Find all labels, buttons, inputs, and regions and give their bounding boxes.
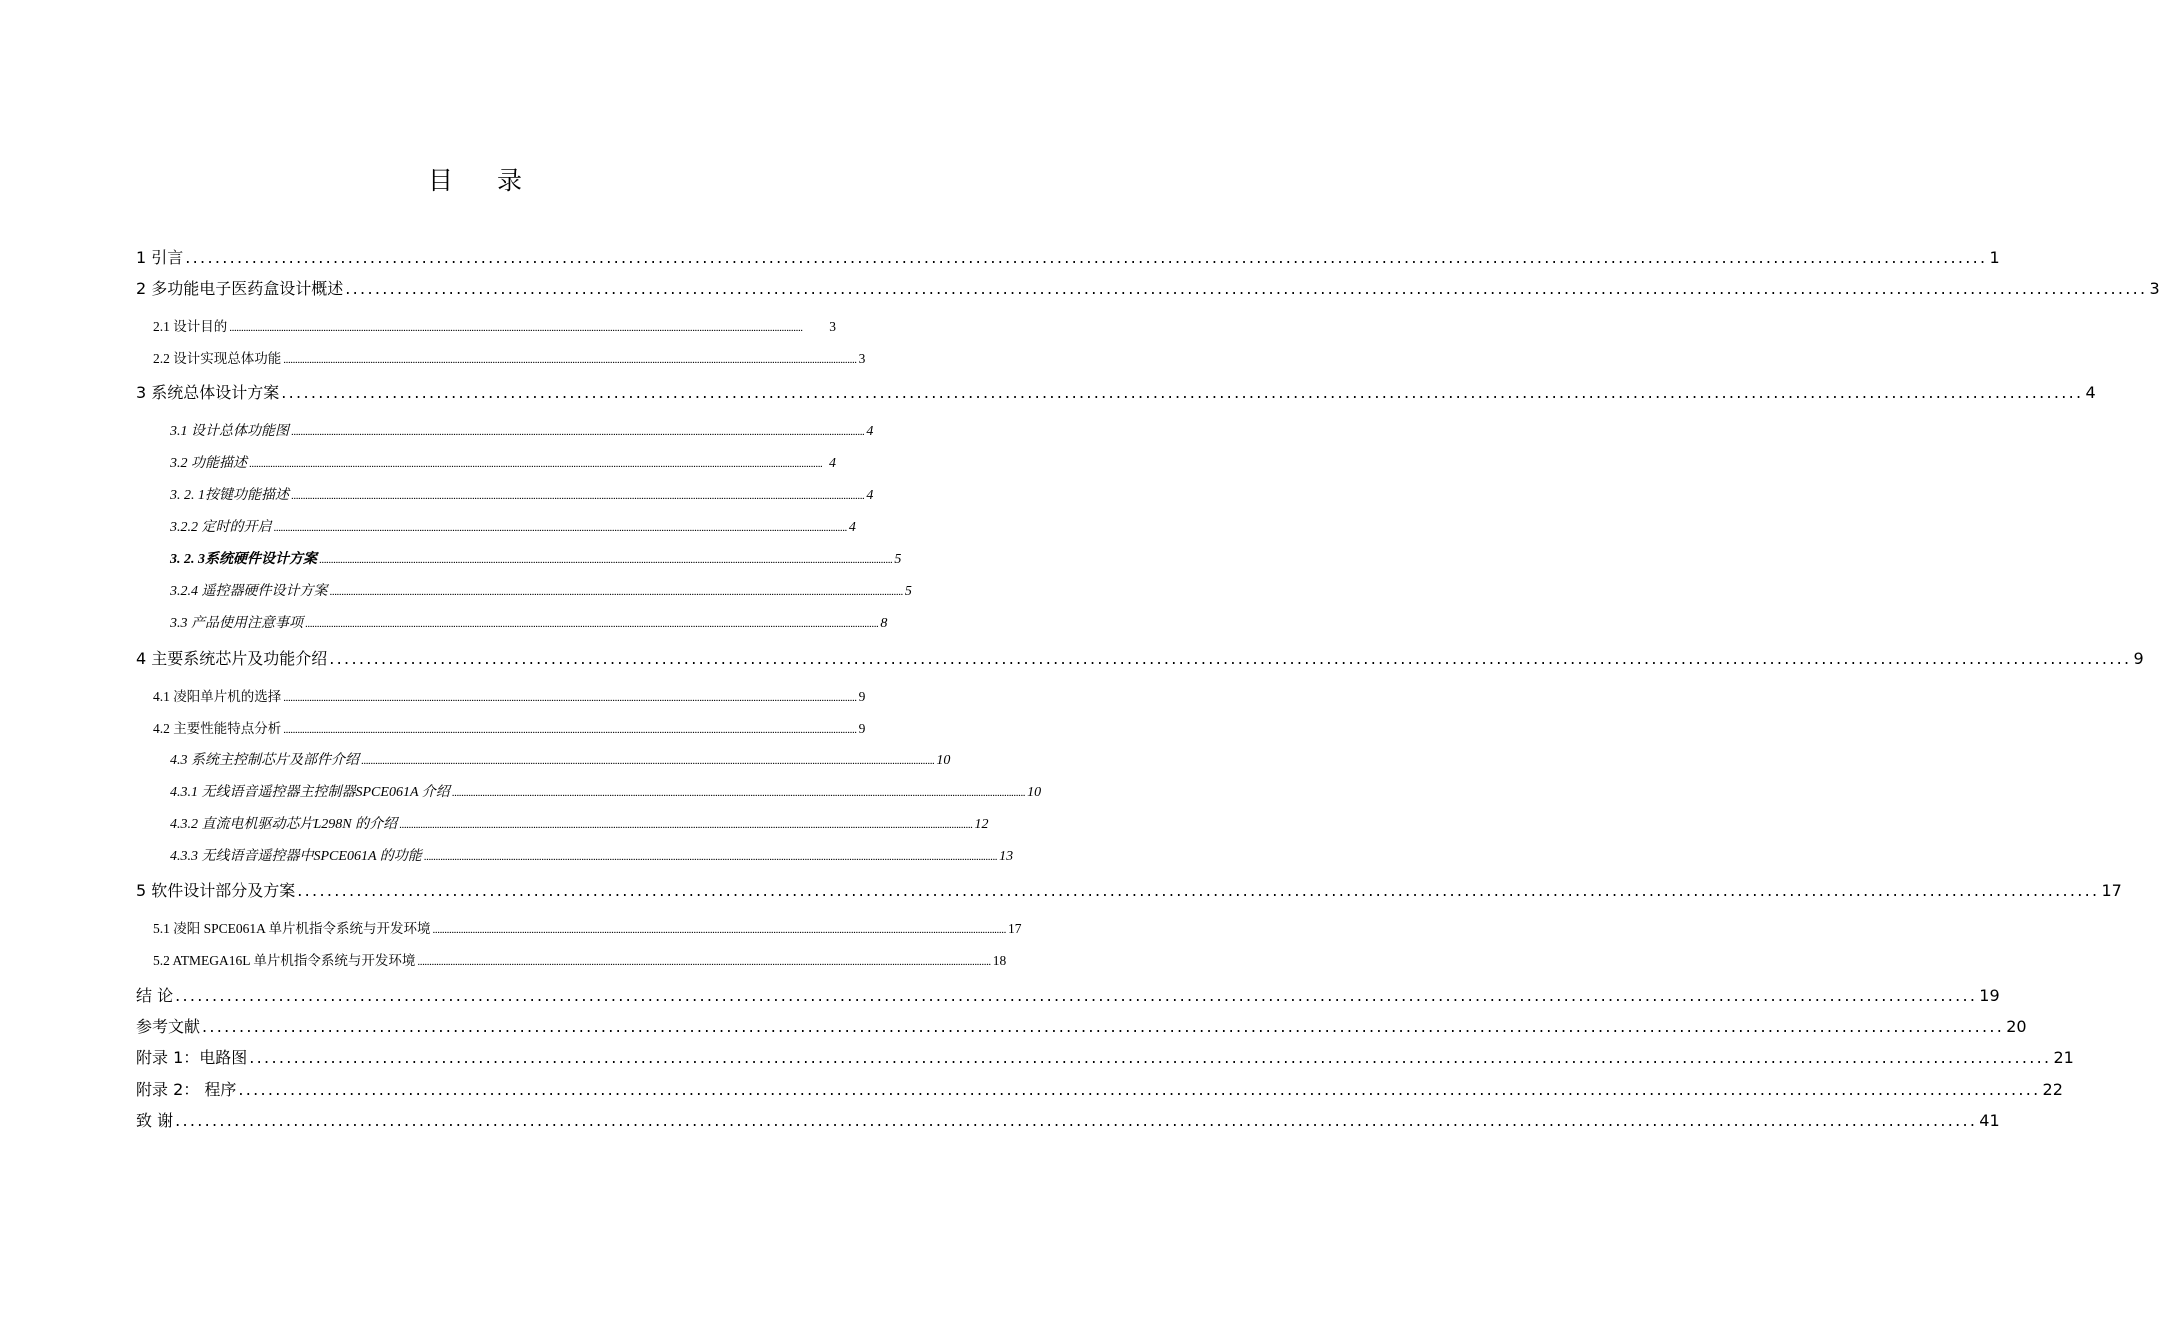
toc-leader: .................................................................................................................................................................................................................................................... [399, 819, 973, 831]
toc-page-number: 4 [848, 520, 856, 535]
toc-page-number: 19 [1979, 986, 2000, 1005]
toc-entry[interactable] [170, 614, 888, 634]
toc-entry[interactable] [136, 648, 2144, 670]
toc-entry[interactable] [136, 880, 2122, 902]
toc-entry[interactable] [170, 815, 989, 835]
toc-entry-text: 4.3 系统主控制芯片及部件介绍 [170, 753, 359, 768]
toc-page-number: 4 [829, 456, 836, 471]
toc-entry-text: 5 软件设计部分及方案 [136, 881, 296, 900]
toc-entry[interactable] [136, 985, 2000, 1007]
toc-leader: .................................................................................................................................................................................................................................................... [185, 248, 1988, 267]
toc-leader: .................................................................................................................................................................................................................................................... [283, 354, 857, 366]
toc-leader: .................................................................................................................................................................................................................................................... [319, 554, 893, 566]
toc-entry[interactable] [136, 247, 2000, 269]
toc-page-number: 3 [858, 351, 866, 366]
toc-entry-text: 3.3 产品使用注意事项 [170, 616, 303, 631]
toc-entry-text: 3.2 功能描述 [170, 456, 247, 471]
toc-entry[interactable] [153, 317, 836, 338]
toc-leader: .................................................................................................................................................................................................................................................... [229, 322, 803, 334]
toc-entry-text: 2.2 设计实现总体功能 [153, 351, 282, 366]
toc-entry-text: 附录 1：电路图 [136, 1048, 248, 1067]
toc-page-number: 3 [829, 319, 836, 334]
toc-entry-text: 致 谢 [136, 1111, 174, 1130]
toc-page-number: 22 [2042, 1080, 2063, 1099]
toc-page-number: 4 [2085, 383, 2096, 402]
toc-entry-text: 3. 2. 3系统硬件设计方案 [170, 552, 317, 567]
toc-entry[interactable] [153, 687, 866, 708]
toc-entry[interactable] [170, 751, 951, 771]
toc-page-number: 12 [974, 817, 989, 832]
toc-entry[interactable] [136, 1047, 2074, 1069]
toc-entry-text: 5.1 凌阳 SPCE061A 单片机指令系统与开发环境 [153, 921, 431, 936]
toc-entry-text: 4.3.1 无线语音遥控器主控制器SPCE061A 介绍 [170, 785, 450, 800]
toc-leader: .................................................................................................................................................................................................................................................... [273, 522, 847, 534]
toc-page-number: 41 [1979, 1111, 2000, 1130]
toc-entry-text: 3.2.2 定时的开启 [170, 520, 272, 535]
toc-entry-text: 4 主要系统芯片及功能介绍 [136, 649, 328, 668]
toc-entry-text: 5.2 ATMEGA16L 单片机指令系统与开发环境 [153, 953, 416, 968]
toc-leader: .................................................................................................................................................................................................................................................... [283, 692, 857, 704]
toc-entry-text: 2 多功能电子医药盒设计概述 [136, 279, 344, 298]
toc-entry-text: 3.1 设计总体功能图 [170, 424, 289, 439]
toc-page-number: 21 [2053, 1048, 2074, 1067]
toc-entry[interactable] [170, 582, 912, 602]
toc-entry[interactable] [170, 783, 1042, 803]
toc-page-number: 9 [858, 721, 866, 736]
toc-page-number: 9 [2133, 649, 2144, 668]
toc-entry-text: 4.1 凌阳单片机的选择 [153, 689, 282, 704]
toc-entry[interactable] [153, 349, 866, 370]
toc-entry-text: 3 系统总体设计方案 [136, 383, 280, 402]
toc-entry-text: 4.3.3 无线语音遥控器中SPCE061A 的功能 [170, 849, 422, 864]
toc-leader: .................................................................................................................................................................................................................................................... [249, 1048, 2052, 1067]
page-title: 目录 [427, 166, 566, 195]
toc-page-number: 10 [1027, 785, 1042, 800]
toc-page-number: 4 [866, 488, 874, 503]
toc-entry-text: 参考文献 [136, 1017, 201, 1036]
toc-leader: .................................................................................................................................................................................................................................................... [291, 490, 865, 502]
toc-page-number: 17 [1007, 921, 1022, 936]
toc-page-number: 8 [880, 616, 888, 631]
toc-page-number: 1 [1989, 248, 2000, 267]
toc-entry[interactable] [170, 847, 1014, 867]
toc-leader: .................................................................................................................................................................................................................................................... [291, 426, 865, 438]
toc-leader: .................................................................................................................................................................................................................................................... [361, 755, 935, 767]
toc-entry[interactable] [136, 278, 2160, 300]
toc-entry[interactable] [136, 1079, 2063, 1101]
toc-leader: .................................................................................................................................................................................................................................................... [417, 956, 991, 968]
toc-entry[interactable] [153, 919, 1022, 940]
toc-page-number: 3 [2149, 279, 2160, 298]
toc-page-number: 18 [992, 953, 1007, 968]
toc-entry-text: 2.1 设计目的 [153, 319, 228, 334]
toc-page-number: 17 [2101, 881, 2122, 900]
toc-entry-text: 附录 2： 程序 [136, 1080, 237, 1099]
toc-page-number: 13 [999, 849, 1014, 864]
toc-entry[interactable] [153, 951, 1007, 972]
toc-entry[interactable] [136, 382, 2096, 404]
toc-leader: .................................................................................................................................................................................................................................................... [305, 618, 879, 630]
toc-page-number: 9 [858, 689, 866, 704]
toc-page-number: 5 [904, 584, 912, 599]
toc-leader: .................................................................................................................................................................................................................................................... [451, 787, 1026, 799]
toc-page-number: 4 [866, 424, 874, 439]
toc-leader: .................................................................................................................................................................................................................................................... [432, 924, 1006, 936]
toc-page-number: 20 [2006, 1017, 2027, 1036]
toc-leader: .................................................................................................................................................................................................................................................... [202, 1017, 2005, 1036]
toc-entry-text: 结 论 [136, 986, 174, 1005]
toc-leader: .................................................................................................................................................................................................................................................... [329, 586, 903, 598]
toc-entry[interactable] [136, 1110, 2000, 1132]
toc-page-number: 10 [936, 753, 951, 768]
toc-entry[interactable] [170, 550, 902, 570]
toc-leader: .................................................................................................................................................................................................................................................... [283, 724, 857, 736]
toc-entry[interactable] [136, 1016, 2027, 1038]
toc-entry[interactable] [153, 719, 866, 740]
toc-entry-text: 4.3.2 直流电机驱动芯片L298N 的介绍 [170, 817, 398, 832]
toc-leader: .................................................................................................................................................................................................................................................... [423, 851, 998, 863]
toc-entry[interactable] [170, 454, 836, 474]
toc-entry[interactable] [170, 518, 856, 538]
toc-entry[interactable] [170, 422, 874, 442]
toc-leader: .................................................................................................................................................................................................................................................... [249, 458, 823, 470]
toc-leader: .................................................................................................................................................................................................................................................... [175, 986, 1978, 1005]
toc-entry-text: 3. 2. 1按键功能描述 [170, 488, 289, 503]
toc-entry-text: 3.2.4 遥控器硬件设计方案 [170, 584, 328, 599]
toc-leader: .................................................................................................................................................................................................................................................... [238, 1080, 2041, 1099]
toc-entry[interactable] [170, 486, 874, 506]
toc-leader: .................................................................................................................................................................................................................................................... [297, 881, 2100, 900]
toc-leader: .................................................................................................................................................................................................................................................... [329, 649, 2132, 668]
toc-page-number: 5 [894, 552, 902, 567]
toc-leader: .................................................................................................................................................................................................................................................... [175, 1111, 1978, 1130]
toc-leader: .................................................................................................................................................................................................................................................... [281, 383, 2084, 402]
toc-leader: .................................................................................................................................................................................................................................................... [345, 279, 2148, 298]
toc-entry-text: 1 引言 [136, 248, 184, 267]
toc-entry-text: 4.2 主要性能特点分析 [153, 721, 282, 736]
